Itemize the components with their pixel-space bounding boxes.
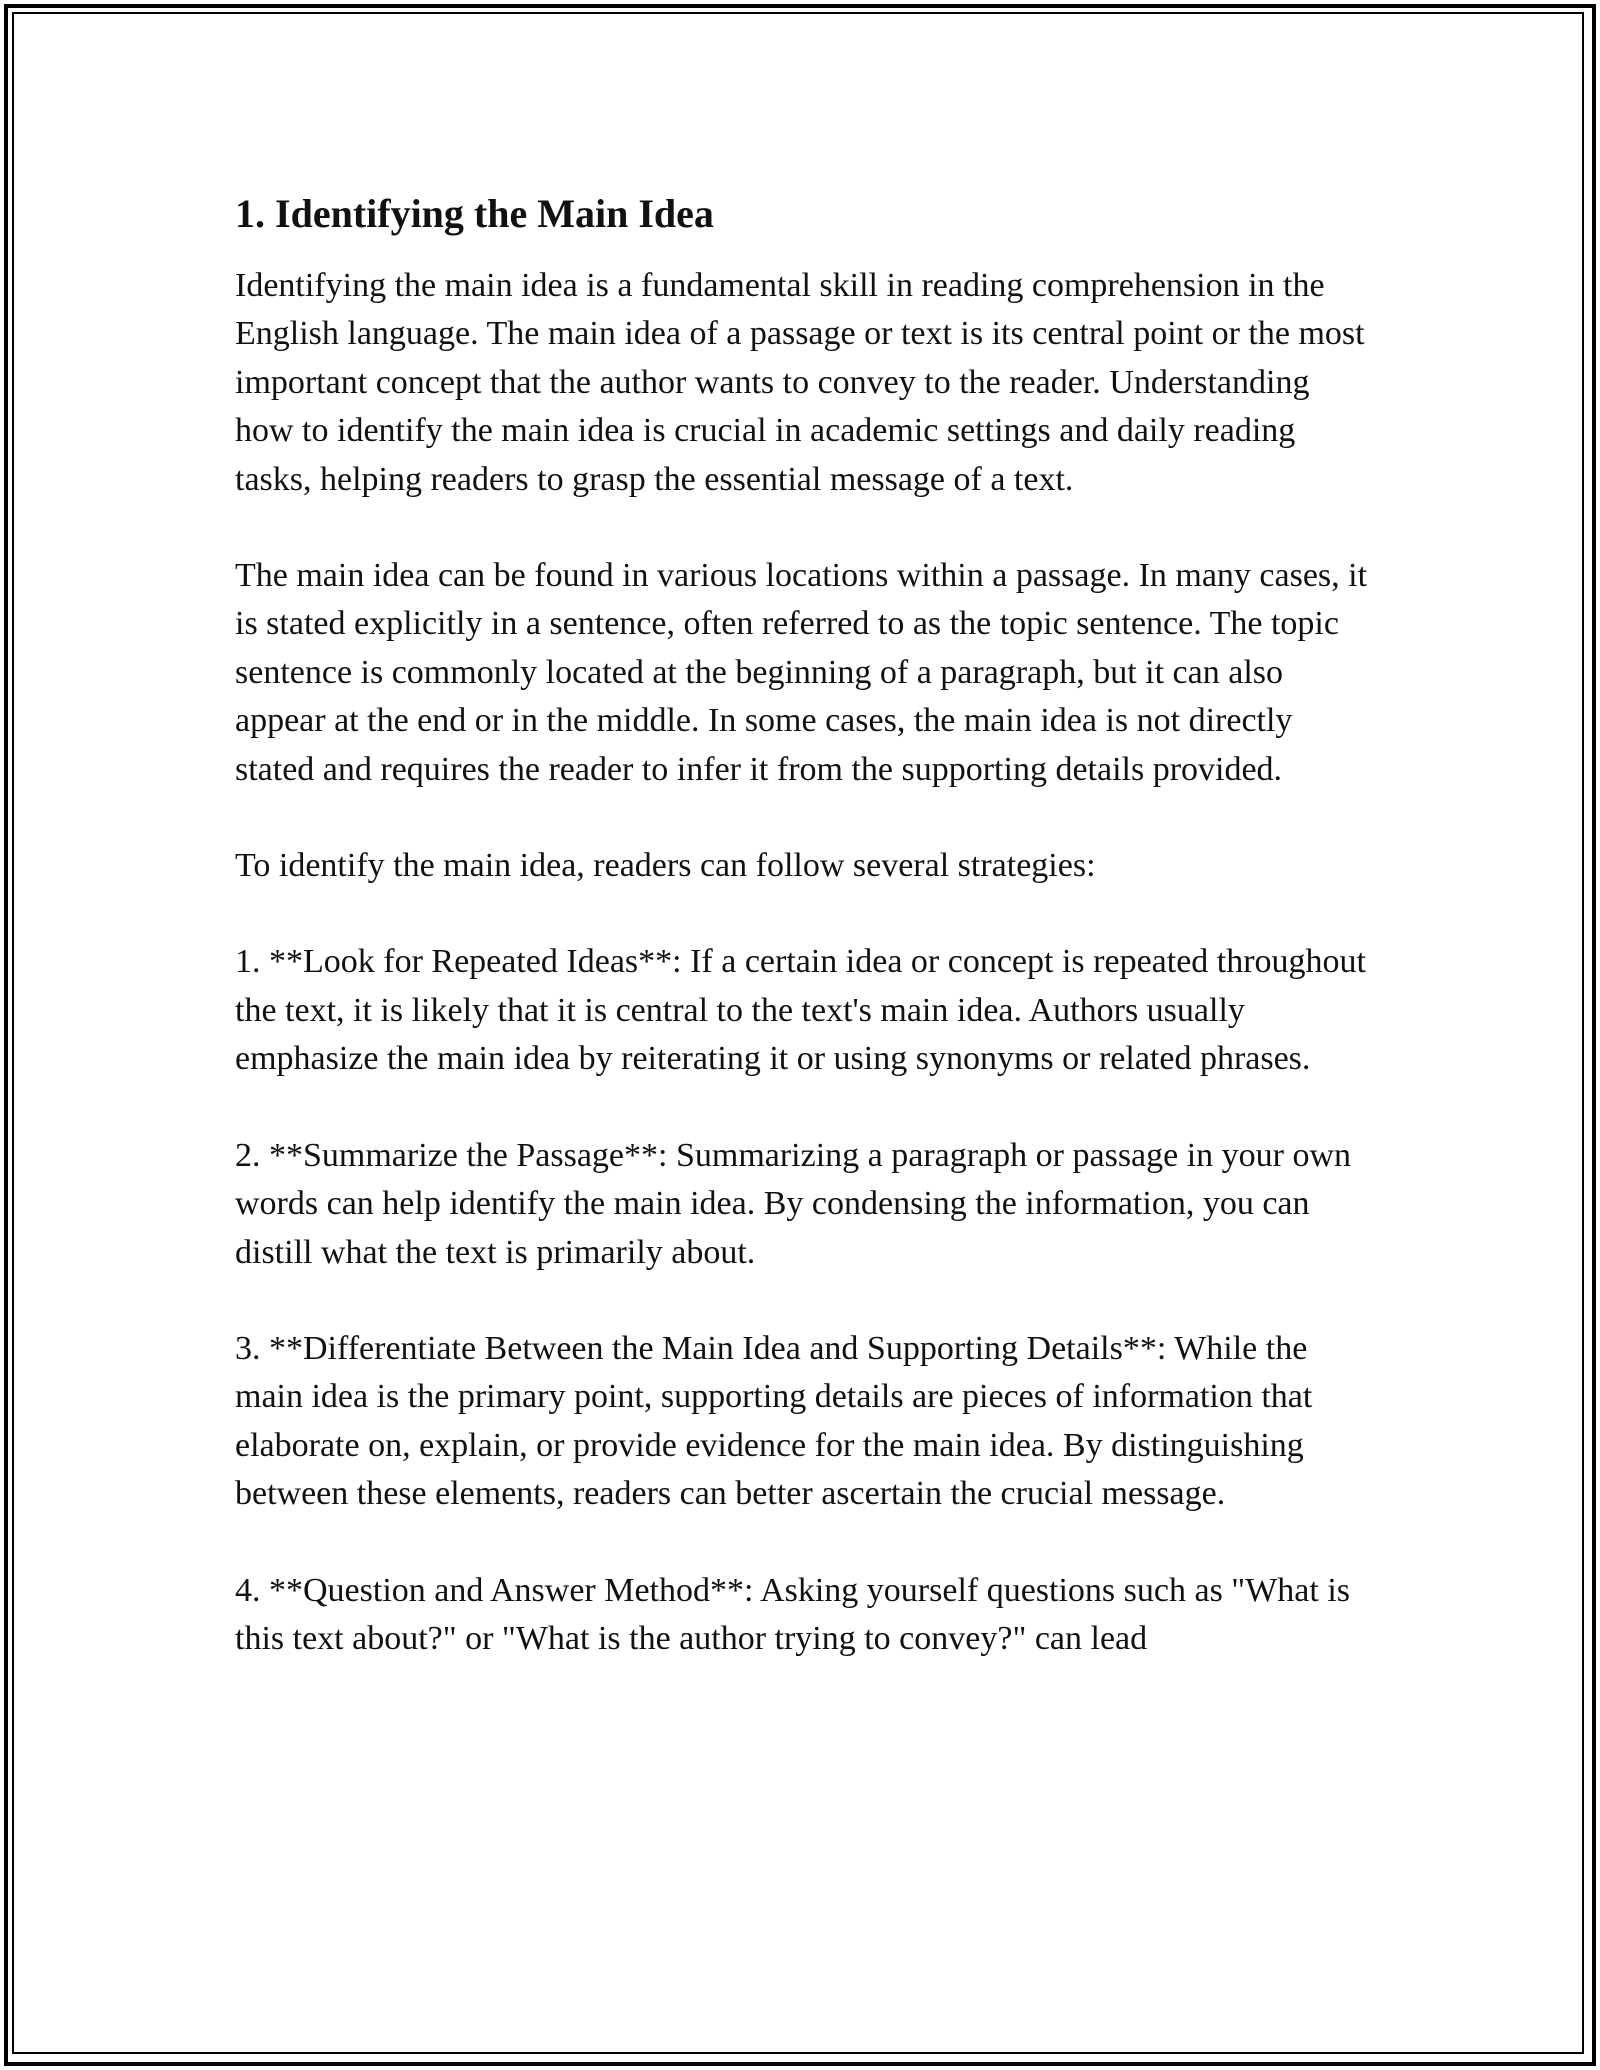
strategy-item-summarize: 2. **Summarize the Passage**: Summarizing a paragraph or passage in your own words can help identify the main idea. By condensing the information, you can distill what the text is primarily about. [235,1136,1352,1271]
location-paragraph: The main idea can be found in various locations within a passage. In many cases, it is stated explicitly in a sentence, often referred to as the topic sentence. The topic sentence is commonly located at the beginning of a paragraph, but it can also appear at the end or in the middle. In some cases, the main idea is not directly stated and requires the reader to infer it from the supporting details provided. [235,557,1368,788]
document-body [235,188,1375,1711]
strategies-intro-paragraph: To identify the main idea, readers can follow several strategies: [235,847,1096,885]
strategy-item-differentiate: 3. **Differentiate Between the Main Idea and Supporting Details**: While the main idea is the primary point, supporting details are pieces of information that elaborate on, explain, or provide evidence for the main idea. By distinguishing between these elements, readers can better ascertain the crucial message. [235,1329,1313,1513]
strategy-item-repeated-ideas: 1. **Look for Repeated Ideas**: If a certain idea or concept is repeated throughout the text, it is likely that it is central to the text's main idea. Authors usually emphasize the main idea by reiterating it or using synonyms or related phrases. [235,943,1366,1078]
section-heading: 1. Identifying the Main Idea [235,191,714,236]
strategy-item-question-answer: 4. **Question and Answer Method**: Asking yourself questions such as "What is this text about?" or "What is the author trying to convey?" can lead [235,1571,1350,1657]
intro-paragraph: Identifying the main idea is a fundamental skill in reading comprehension in the English language. The main idea of a passage or text is its central point or the most important concept that the author wants to convey to the reader. Understanding how to identify the main idea is crucial in academic settings and daily reading tasks, helping readers to grasp the essential message of a text. [235,267,1365,498]
